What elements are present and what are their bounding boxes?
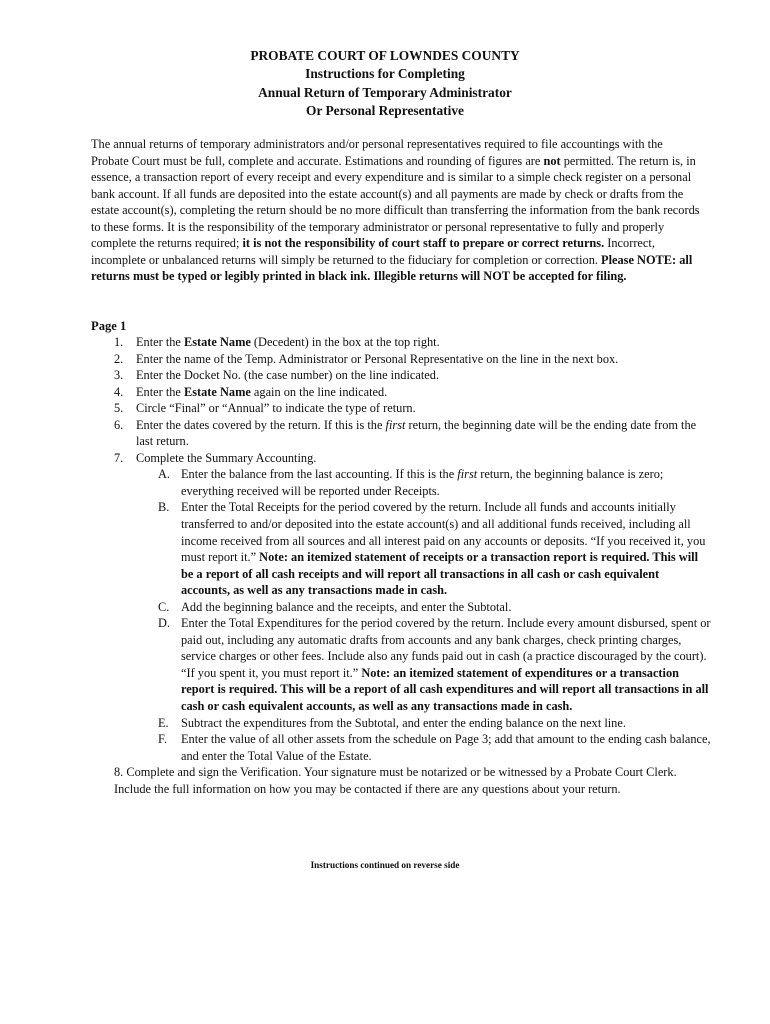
intro-text-3: Incorrect, incomplete or unbalanced returns will simply be returned to the fiduciary for completion or correction. [91,236,655,267]
item-number: 1. [114,335,124,349]
item-text: return, the beginning date will be the ending date from the last return. [136,417,697,449]
sub-item-text: Add the beginning balance and the receipts, and enter the Subtotal. [181,599,512,614]
intro-bold-not: not [543,153,561,168]
sub-item-text: Enter the Total Receipts for the period covered by the return. Include all funds and accounts initially transferred to and/or deposited into the estate account(s) and all additional funds received, including all income received from all sources and all interest paid on any accounts or deposits. “If you received it, you must report it.” [181,500,706,565]
item-text: Enter the [136,384,184,399]
document-header [0,47,770,120]
intro-paragraph [91,136,703,285]
court-name: PROBATE COURT OF LOWNDES COUNTY [250,48,520,63]
list-item [91,351,711,368]
item-bold-text: Estate Name [183,384,251,399]
sub-item-b [91,499,711,598]
item-text: (Decedent) in the box at the top right. [250,335,440,349]
item-bold-text: Estate Name [183,335,251,349]
list-item-8: 8. Complete and sign the Verification. Your signature must be notarized or be witnessed by a Probate Court Clerk. Include the full information on how you may be contacted if there are any questions about your return. [114,765,677,796]
continued-note: Instructions continued on reverse side [310,860,460,870]
sub-item-letter: F. [158,732,167,747]
sub-item-text: Enter the Total Expenditures for the period covered by the return. Include every amount disbursed, spent or paid out, including any automatic drafts from accounts and any bank charges, check printing charges, service charges or other fees. Include also any funds paid out in cash (a practice discouraged by the court). “If you spent it, you must report it.” [181,616,711,680]
sub-item-a [91,466,711,499]
sub-item-d [91,615,711,714]
item-number: 4. [114,384,124,399]
sub-item-c [91,599,711,616]
sub-item-f [91,731,711,764]
page-1-instructions-list [91,334,711,797]
item-text: Circle “Final” or “Annual” to indicate the type of return. [136,401,416,416]
header-line-3: Annual Return of Temporary Administrator [258,84,512,100]
item-text: Enter the Docket No. (the case number) on the line indicated. [136,368,439,383]
sub-item-letter: E. [158,715,169,730]
item-number: 6. [114,417,124,432]
sub-item-bold-note: Note: an itemized statement of receipts or a transaction report is required. This will be a report of all cash receipts and will report all transactions in all cash or cash equivalent accounts, as well as any transactions made in cash. [181,550,699,598]
sub-item-letter: A. [158,467,171,482]
sub-item-letter: B. [158,500,170,515]
header-line-4: Or Personal Representative [306,102,464,118]
list-item [91,334,711,351]
item-text: again on the line indicated. [250,384,388,399]
sub-item-text: Enter the value of all other assets from the schedule on Page 3; add that amount to the ending cash balance, and enter the Total Value of the Estate. [181,732,711,763]
sub-item-letter: C. [158,599,170,614]
item-text: Enter the dates covered by the return. If this is the [136,417,386,432]
item-number: 2. [114,351,124,366]
sub-item-text: Subtract the expenditures from the Subtotal, and enter the ending balance on the next line. [181,715,626,730]
list-item [91,384,711,401]
item-text: Enter the name of the Temp. Administrator or Personal Representative on the line in the next box. [136,351,619,366]
item-text: Enter the [136,335,184,349]
sub-item-bold-note: Note: an itemized statement of expenditures or a transaction report is required. This will be a report of all cash expenditures and will report all transactions in all cash or cash equivalent accounts, as well as any transactions made in cash. [181,665,709,714]
sub-item-text: return, the beginning balance is zero; everything received will be reported under Receipts. [181,467,664,498]
intro-bold-responsibility: it is not the responsibility of court staff to prepare or correct returns. [242,236,605,250]
page-1-heading: Page 1 [91,319,127,333]
list-item [91,450,711,467]
item-text: Complete the Summary Accounting. [136,450,317,465]
intro-text-2: permitted. The return is, in essence, a transaction report of every receipt and every expenditure and is similar to a simple check register on a personal bank account. If all funds are deposited into the estate account(s) and all payments are made by check or drafts from the estate account(s), completing the return should be no more difficult than transferring the information from the bank records to these forms. It is the responsibility of the temporary administrator or personal representative to fully and properly complete the returns required; [91,153,700,250]
sub-item-text: Enter the balance from the last accounting. If this is the [181,467,458,482]
item-number: 5. [114,401,124,416]
item-italic-text: first [385,417,406,432]
list-item [91,417,711,450]
item-number: 3. [114,368,124,383]
list-item [91,400,711,417]
sub-item-e [91,715,711,732]
sub-item-italic-text: first [457,467,478,482]
sub-item-letter: D. [158,616,171,631]
intro-bold-note: Please NOTE: all returns must be typed or legibly printed in black ink. Illegible returns will NOT be accepted for filing. [91,252,693,283]
item-number: 7. [114,450,124,465]
list-item [91,367,711,384]
header-line-2: Instructions for Completing [305,66,465,82]
intro-text-1: The annual returns of temporary administrators and/or personal representatives required to file accountings with the Probate Court must be full, complete and accurate. Estimations and rounding of figures are [91,137,663,168]
